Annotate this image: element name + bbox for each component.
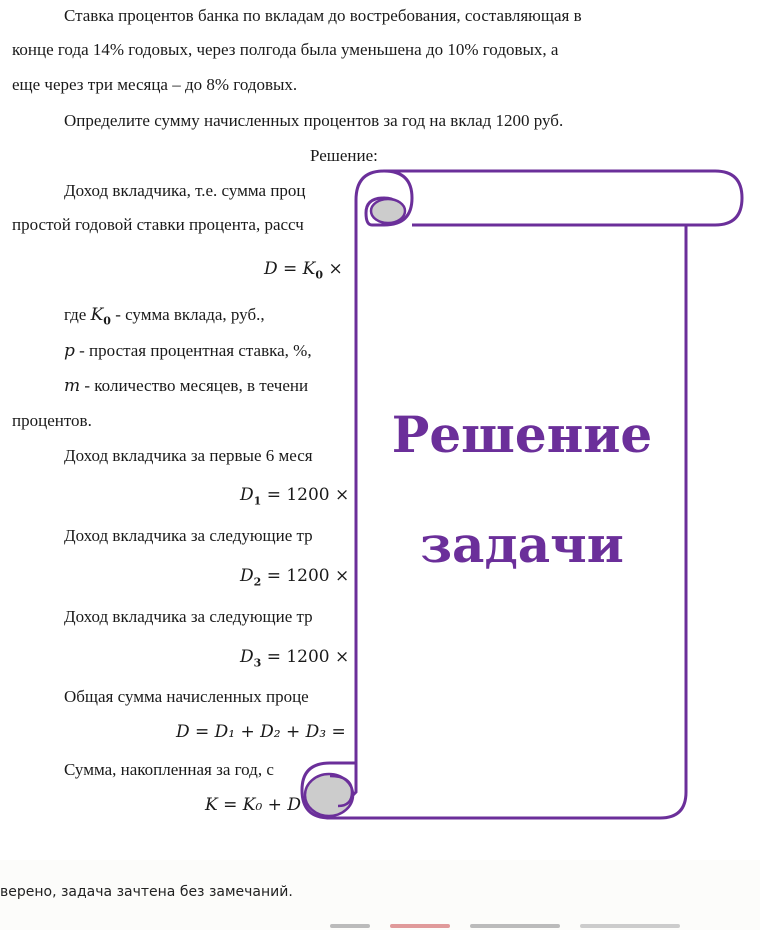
formula-main-op: × — [323, 259, 343, 279]
formula-d2-sub: 2 — [253, 575, 262, 589]
definition-p-var: p — [64, 341, 75, 361]
footer-cut-off-text — [0, 922, 760, 930]
problem-question: Определите сумму начисленных процентов за год на вклад 1200 руб. — [64, 111, 564, 130]
formula-d3-sub: 3 — [253, 656, 262, 670]
d2-description: Доход вкладчика за следующие тр — [64, 526, 313, 545]
definition-m-text: - количество месяцев, в течени — [80, 376, 309, 395]
status-text: верено, задача зачтена без замечаний. — [0, 884, 293, 900]
formula-accumulated: K = K₀ + D — [205, 795, 301, 815]
formula-d3-var: D — [240, 647, 254, 667]
problem-line-3: еще через три месяца – до 8% годовых. — [12, 75, 298, 94]
formula-d3-rhs: = 1200 × — [261, 647, 350, 667]
formula-main-lhs: D = K — [264, 259, 316, 279]
definition-k0-sub: 0 — [103, 314, 111, 328]
formula-d2-var: D — [240, 566, 254, 586]
definition-k0-var: K — [90, 305, 104, 325]
definition-k0-text: - сумма вклада, руб., — [110, 305, 265, 324]
formula-d2-rhs: = 1200 × — [261, 566, 350, 586]
formula-d1-sub: 1 — [253, 494, 262, 508]
d3-description: Доход вкладчика за следующие тр — [64, 607, 313, 626]
definition-m-continued: процентов. — [12, 411, 92, 430]
total-description: Общая сумма начисленных проце — [64, 687, 309, 706]
problem-line-1: Ставка процентов банка по вкладам до востребования, составляющая в — [64, 6, 582, 25]
accumulated-description: Сумма, накопленная за год, с — [64, 760, 274, 779]
formula-d1-rhs: = 1200 × — [261, 485, 350, 505]
definition-p-text: - простая процентная ставка, %, — [74, 341, 312, 360]
definition-m-var: m — [64, 376, 81, 396]
definition-k0-prefix: где — [64, 305, 91, 324]
scroll-top-curl-fill — [371, 199, 405, 223]
formula-main-sub: 0 — [315, 268, 324, 282]
scroll-sheet — [330, 171, 742, 818]
problem-line-2: конце года 14% годовых, через полгода была уменьшена до 10% годовых, а — [12, 40, 559, 59]
solution-heading: Решение: — [310, 146, 378, 165]
formula-total: D = D₁ + D₂ + D₃ = — [176, 722, 346, 742]
scroll-title-line-1: Решение — [391, 405, 653, 464]
scroll-title-line-2: задачи — [420, 515, 624, 574]
solution-intro-line-2: простой годовой ставки процента, рассч — [12, 215, 304, 234]
solution-intro-line-1: Доход вкладчика, т.е. сумма проц — [64, 181, 306, 200]
d1-description: Доход вкладчика за первые 6 меся — [64, 446, 313, 465]
formula-d1-var: D — [240, 485, 254, 505]
